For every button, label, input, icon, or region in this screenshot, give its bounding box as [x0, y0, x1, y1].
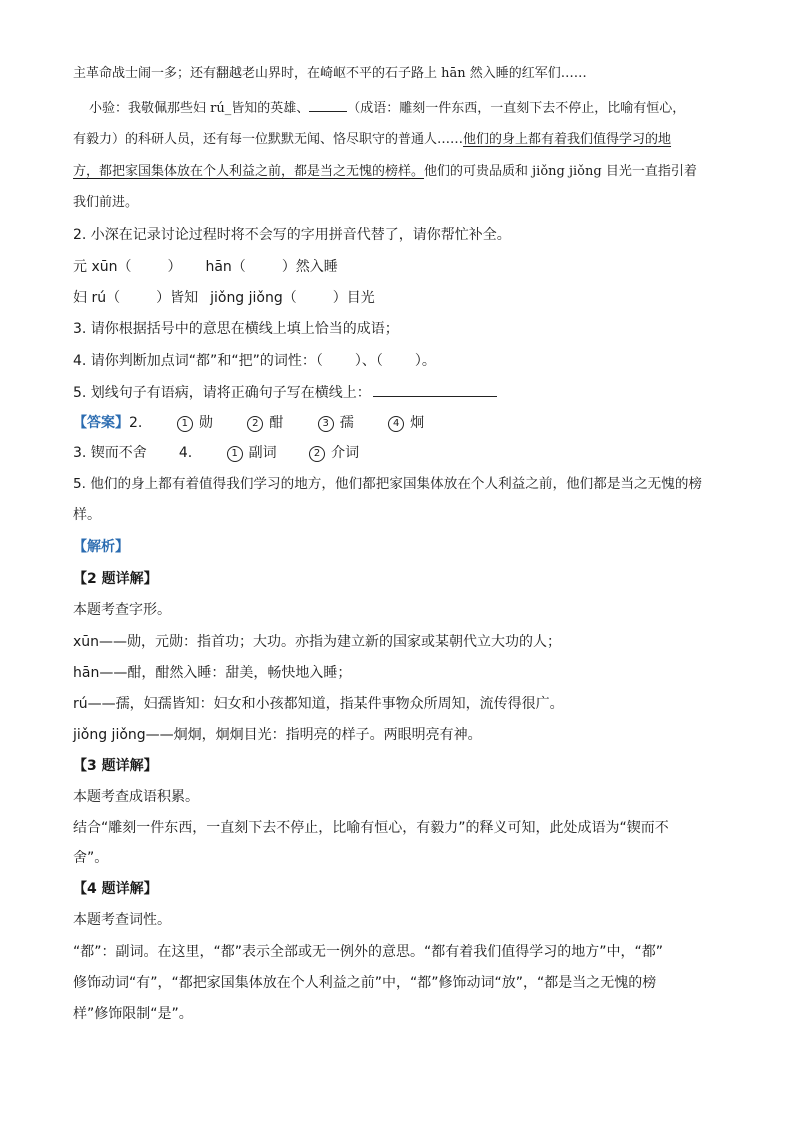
- section-2-title: 【2 题详解】: [73, 571, 158, 587]
- underlined-sentence-part-2: 方，都把家国集体放在个人利益之前，都是当之无愧的榜样。: [73, 164, 425, 179]
- xun-prompt: 元 xūn（: [73, 259, 132, 275]
- answer-tag: 【答案】: [73, 415, 129, 431]
- circled-number: 2: [247, 416, 263, 432]
- section-4-title: 【4 题详解】: [73, 881, 158, 897]
- answer-q2: [73, 413, 424, 433]
- idiom-blank: [309, 97, 347, 112]
- passage-line-4-end: 他们的可贵品质和 jiǒng jiǒng 目光一直指引着: [424, 164, 697, 179]
- answer-q2-num: 2.: [129, 415, 143, 431]
- question-5: [73, 382, 497, 403]
- question-4: [73, 351, 436, 371]
- answer-char: 炯: [410, 415, 425, 431]
- answer-char: 勋: [198, 415, 213, 431]
- passage-line-3: [73, 130, 671, 150]
- q4-start: 4. 请你判断加点词“都”和“把”的词性：（: [73, 353, 323, 369]
- answer-char: 酣: [269, 415, 284, 431]
- circled-number: 3: [318, 416, 334, 432]
- ru-prompt: 妇 rú（: [73, 290, 121, 306]
- underlined-sentence-part-1: 他们的身上都有着我们值得学习的地: [463, 132, 672, 147]
- q4-mid: ）、（: [354, 353, 383, 369]
- answer-char: 孺: [339, 415, 354, 431]
- question-3: 3. 请你根据括号中的意思在横线上填上恰当的成语；: [73, 321, 399, 337]
- section-2-intro: 本题考查字形。: [73, 602, 171, 618]
- section-2-line-2: hān——酣，酣然入睡：甜美，畅快地入睡；: [73, 665, 352, 681]
- passage-line-2: [89, 97, 685, 119]
- passage-line-2-end: （成语：雕刻一件东西，一直刻下去不停止，比喻有恒心，: [347, 101, 686, 116]
- answer-word: 副词: [248, 445, 277, 461]
- section-4-line-3: 样”修饰限制“是”。: [73, 1006, 193, 1022]
- han-close: ）然入睡: [281, 259, 338, 275]
- q4-end: ）。: [414, 353, 436, 369]
- han-prompt: hān（: [205, 259, 246, 275]
- section-4-intro: 本题考查词性。: [73, 912, 171, 928]
- answer-word: 介词: [331, 445, 360, 461]
- passage-line-2-start: 小验：我敬佩那些妇 rú_皆知的英雄、: [89, 101, 310, 116]
- question-2-row-1: [73, 257, 338, 277]
- section-3-intro: 本题考查成语积累。: [73, 789, 199, 805]
- answer-line: [373, 382, 497, 397]
- circled-number: 4: [388, 416, 404, 432]
- circled-number: 2: [309, 446, 325, 462]
- answer-q4-num: 4.: [178, 445, 193, 461]
- ru-close: ）皆知: [156, 290, 199, 306]
- q5-text: 5. 划线句子有语病，请将正确句子写在横线上：: [73, 385, 371, 401]
- answer-q3: 3. 锲而不舍: [73, 445, 147, 461]
- passage-line-5: 我们前进。: [73, 195, 139, 210]
- circled-number: 1: [177, 416, 193, 432]
- circled-number: 1: [227, 446, 243, 462]
- jiong-prompt: jiǒng jiǒng（: [210, 290, 297, 306]
- answer-q5-line-1: 5. 他们的身上都有着值得我们学习的地方，他们都把家国集体放在个人利益之前，他们都是当之无愧的榜: [73, 476, 703, 492]
- section-2-line-1: xūn——勋，元勋：指首功；大功。亦指为建立新的国家或某朝代立大功的人；: [73, 634, 562, 650]
- question-2-row-2: [73, 288, 375, 308]
- xun-close: ）: [167, 259, 182, 275]
- passage-line-1: 主革命战士闹一多；还有翻越老山界时，在崎岖不平的石子路上 hān 然入睡的红军们……: [73, 66, 587, 81]
- section-4-line-2: 修饰动词“有”，“都把家国集体放在个人利益之前”中，“都”修饰动词“放”，“都是当之无愧的榜: [73, 975, 657, 991]
- passage-line-3-start: 有毅力）的科研人员，还有每一位默默无闻、恪尽职守的普通人……: [73, 132, 464, 147]
- section-3-title: 【3 题详解】: [73, 758, 158, 774]
- answer-q5-line-2: 样。: [73, 507, 101, 523]
- jiong-close: ）目光: [332, 290, 375, 306]
- section-2-line-4: jiǒng jiǒng——炯炯，炯炯目光：指明亮的样子。两眼明亮有神。: [73, 727, 482, 743]
- question-2: 2. 小深在记录讨论过程时将不会写的字用拼音代替了，请你帮忙补全。: [73, 227, 511, 243]
- answer-q3-q4: [73, 443, 359, 463]
- section-3-line-2: 舍”。: [73, 850, 109, 866]
- passage-line-4: [73, 162, 697, 182]
- section-3-line-1: 结合“雕刻一件东西，一直刻下去不停止，比喻有恒心，有毅力”的释义可知，此处成语为“锲而不: [73, 820, 669, 836]
- section-2-line-3: rú——孺，妇孺皆知：妇女和小孩都知道，指某件事物众所周知，流传得很广。: [73, 696, 564, 712]
- analysis-tag: 【解析】: [73, 539, 129, 555]
- section-4-line-1: “都”：副词。在这里，“都”表示全部或无一例外的意思。“都有着我们值得学习的地方”中，“都”: [73, 944, 664, 960]
